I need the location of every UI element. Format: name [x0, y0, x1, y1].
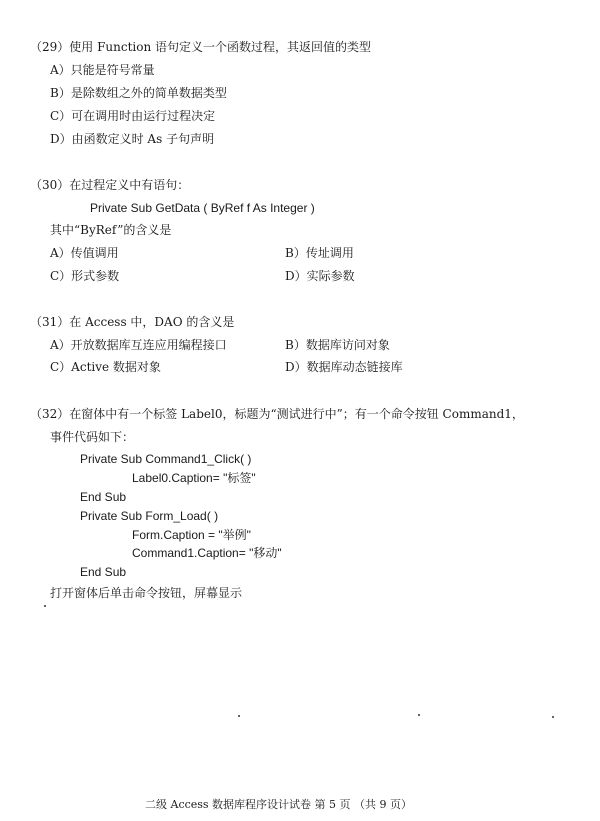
- scan-speck: [552, 716, 554, 718]
- q32-stem: （32）在窗体中有一个标签 Label0，标题为“测试进行中”；有一个命令按钮 Command1，: [30, 407, 524, 421]
- q32-code-line-3: End Sub: [80, 490, 127, 504]
- q31-option-b: B）数据库访问对象: [285, 338, 390, 352]
- q32-code-line-6: Command1.Caption= "移动": [132, 546, 282, 560]
- q31-option-d: D）数据库动态链接库: [285, 360, 403, 374]
- q32-code-line-4: Private Sub Form_Load( ): [80, 509, 219, 523]
- q32-sub: 事件代码如下：: [50, 430, 135, 444]
- q30-option-a: A）传值调用: [50, 246, 119, 260]
- q31-stem: （31）在 Access 中，DAO 的含义是: [30, 315, 235, 329]
- q30-code: Private Sub GetData ( ByRef f As Integer ): [90, 201, 315, 215]
- q32-code-line-2: Label0.Caption= "标签": [132, 471, 256, 485]
- q32-code-line-7: End Sub: [80, 565, 127, 579]
- q29-option-c: C）可在调用时由运行过程决定: [50, 109, 216, 123]
- q32-code-line-1: Private Sub Command1_Click( ): [80, 452, 252, 466]
- q29-option-d: D）由函数定义时 As 子句声明: [50, 132, 215, 146]
- q30-option-b: B）传址调用: [285, 246, 354, 260]
- scan-speck: [418, 714, 420, 716]
- q30-option-d: D）实际参数: [285, 269, 355, 283]
- q29-option-a: A）只能是符号常量: [50, 63, 155, 77]
- scan-speck: [44, 605, 46, 607]
- scan-speck: [238, 715, 240, 717]
- q32-code-line-5: Form.Caption = "举例": [132, 528, 251, 542]
- q32-tail: 打开窗体后单击命令按钮，屏幕显示: [50, 586, 243, 600]
- q31-option-a: A）开放数据库互连应用编程接口: [50, 338, 227, 352]
- q31-option-c: C）Active 数据对象: [50, 360, 161, 374]
- page-footer: 二级 Access 数据库程序设计试卷 第 5 页 （共 9 页）: [145, 798, 413, 811]
- q30-option-c: C）形式参数: [50, 269, 120, 283]
- q30-sub: 其中“ByRef”的含义是: [50, 223, 172, 237]
- q29-stem: （29）使用 Function 语句定义一个函数过程，其返回值的类型: [30, 40, 372, 54]
- q30-stem: （30）在过程定义中有语句：: [30, 178, 190, 192]
- q29-option-b: B）是除数组之外的简单数据类型: [50, 86, 227, 100]
